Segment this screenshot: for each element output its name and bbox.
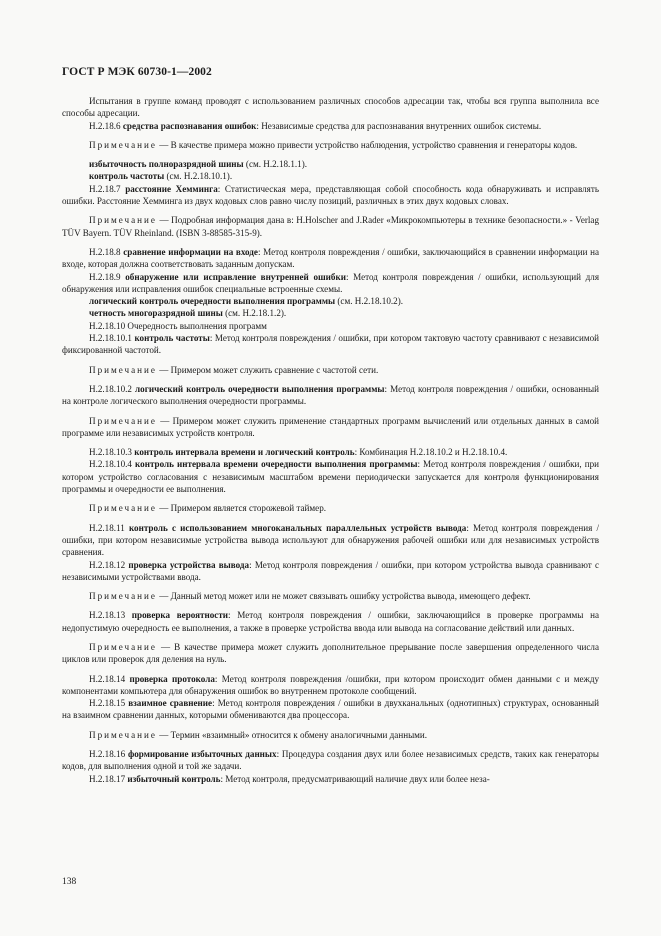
note-paragraph — [62, 641, 599, 666]
clause-number: Н.2.18.10.2 — [89, 383, 136, 394]
term: проверка протокола — [129, 673, 215, 684]
term: сравнение информации на входе — [123, 246, 258, 257]
paragraph-text: : Метод контроля повреждения / ошибки, при котором устройство согласования с независимым масштабом времени периодически запускается для контроля функционирования программы и очередности ее выполнения. — [62, 459, 599, 495]
paragraph — [62, 307, 599, 319]
term: четность многоразрядной шины — [89, 308, 223, 319]
term: контроль частоты — [89, 171, 165, 182]
clause-number: Н.2.18.10.3 — [89, 447, 135, 458]
note-label: Примечание — [89, 503, 157, 514]
term: логический контроль очередности выполнения программы — [89, 296, 336, 307]
note-paragraph — [62, 502, 599, 514]
paragraph-text: : Независимые средства для распознавания внутренних ошибок системы. — [256, 120, 542, 131]
paragraph-text: (см. Н.2.18.1.1). — [243, 159, 307, 170]
clause-number: Н.2.18.15 — [89, 698, 129, 709]
note-label: Примечание — [89, 139, 157, 150]
paragraph — [62, 271, 599, 296]
term: взаимное сравнение — [128, 698, 213, 709]
paragraph-text: Испытания в группе команд проводят с использованием различных способов адресации так, чтобы вся группа выполнила все способы адресации. — [62, 96, 599, 119]
paragraph-text: — Подробная информация дана в: H.Holscher and J.Rader «Микрокомпьютеры в технике безопасности.» - Verlag TÜV Bayern. TÜV Rheinland. (ISBN 3-88585-315-9). — [62, 215, 599, 238]
term: обнаружение или исправление внутренней ошибки — [125, 271, 346, 282]
clause-number: Н.2.18.12 — [89, 559, 129, 570]
paragraph-text: — Примером является сторожевой таймер. — [156, 503, 327, 514]
paragraph — [62, 773, 599, 785]
term: проверка вероятности — [131, 610, 229, 621]
clause-number: Н.2.18.14 — [89, 673, 130, 684]
clause-number: Н.2.18.10.1 — [89, 333, 135, 344]
note-label: Примечание — [89, 729, 157, 740]
term: контроль интервала времени очередности выполнения программы — [135, 459, 418, 470]
note-label: Примечание — [89, 641, 157, 652]
note-paragraph — [62, 415, 599, 440]
clause-number: Н.2.18.11 — [89, 522, 129, 533]
paragraph — [62, 609, 599, 634]
note-label: Примечание — [89, 591, 157, 602]
term: формирование избыточных данных — [127, 749, 277, 760]
paragraph — [62, 697, 599, 722]
term: расстояние Хемминга — [125, 183, 218, 194]
term: избыточность полноразрядной шины — [89, 159, 244, 170]
term: проверка устройства вывода — [128, 559, 250, 570]
clause-number: Н.2.18.13 — [89, 610, 132, 621]
paragraph-text: : Статистическая мера, представляющая собой способность кода обнаруживать и исправлять ошибки. Расстояние Хемминга из двух кодовых слов равно числу позиций, различных в этих двух кодовых словах. — [62, 183, 599, 207]
term: логический контроль очередности выполнения программы — [135, 383, 385, 394]
paragraph — [62, 95, 599, 120]
note-label: Примечание — [89, 364, 157, 375]
term: средства распознавания ошибок — [122, 120, 257, 131]
paragraph-text: — Примером может служить сравнение с частотой сети. — [156, 364, 379, 375]
paragraph-text: — Данный метод может или не может связывать ошибку устройства вывода, имеющего дефект. — [156, 591, 531, 602]
paragraph-text: : Метод контроля повреждения /ошибки, при котором происходит обмен данными с и между компонентами компьютера для обнаружения ошибок во внутреннем протоколе сообщений. — [62, 673, 599, 696]
paragraph — [62, 673, 599, 698]
paragraph — [62, 246, 599, 271]
note-label: Примечание — [89, 215, 157, 226]
note-label: Примечание — [89, 415, 157, 426]
term: избыточный контроль — [127, 773, 221, 784]
paragraph — [62, 170, 599, 182]
paragraph-text: : Метод контроля повреждения / ошибки, при котором независимые устройства вывода используют для обнаружения рабочей ошибки или для независимых устройств сравнения. — [62, 522, 600, 558]
note-paragraph — [62, 729, 599, 741]
paragraph — [62, 383, 599, 408]
paragraph — [62, 522, 599, 559]
paragraph-text: : Метод контроля повреждения / ошибки, заключающийся в проверке программы на недопустимую очередность ее выполнения, а также в проверке устройства ввода или вывода на согласование действий или данных. — [62, 610, 599, 633]
paragraph-text: : Процедура создания двух или более независимых средств, таких как генераторы кодов, для выполнения одной и той же задачи. — [62, 749, 600, 772]
paragraph — [62, 158, 599, 170]
paragraph-text: : Метод контроля повреждения / ошибки, использующий для обнаружения или исправления ошибок специальные встроенные схемы. — [62, 271, 600, 294]
paragraph-text: — Примером может служить применение стандартных программ вычислений или отдельных данных в самой программе или независимых устройств контроля. — [62, 415, 599, 438]
clause-number: Н.2.18.8 — [89, 246, 124, 257]
paragraph-text: : Метод контроля повреждения / ошибки, при котором тактовую частоту сравнивают с независимой фиксированной частотой. — [62, 333, 599, 356]
paragraph-text: (см. Н.2.18.10.2). — [335, 296, 404, 307]
term: контроль интервала времени и логический контроль — [134, 447, 355, 458]
paragraph-text: Н.2.18.10 Очередность выполнения программ — [89, 320, 267, 331]
note-paragraph — [62, 364, 599, 376]
paragraph — [62, 320, 599, 332]
clause-number: Н.2.18.9 — [89, 271, 126, 282]
paragraph — [62, 559, 599, 584]
document-header: ГОСТ Р МЭК 60730-1—2002 — [62, 66, 212, 78]
paragraph-text: : Метод контроля повреждения / ошибки, заключающийся в сравнении информации на входе, которая должна соответствовать заданным допускам. — [62, 246, 599, 270]
term: контроль с использованием многоканальных параллельных устройств вывода — [128, 522, 467, 533]
paragraph-text: — В качестве примера можно привести устройство наблюдения, устройство сравнения и генераторы кодов. — [156, 139, 578, 150]
clause-number: Н.2.18.16 — [89, 749, 128, 760]
paragraph-text: — В качестве примера может служить дополнительное прерывание после завершения определенного числа циклов или проверок для деления на нуль. — [62, 641, 599, 665]
paragraph — [62, 183, 599, 208]
paragraph — [62, 446, 599, 458]
paragraph — [62, 120, 599, 132]
paragraph-text: : Метод контроля повреждения / ошибки, основанный на контроле логического выполнения очередности программы. — [62, 383, 599, 407]
paragraph-text: : Метод контроля повреждения / ошибки, при котором устройства вывода сравнивают с независимыми устройствами ввода. — [62, 559, 599, 582]
document-body — [62, 95, 599, 785]
paragraph-text: (см. Н.2.18.1.2). — [222, 308, 287, 319]
note-paragraph — [62, 590, 599, 602]
term: контроль частоты — [134, 333, 210, 344]
page-number: 138 — [62, 877, 77, 887]
paragraph — [62, 458, 599, 495]
paragraph-text: : Комбинация Н.2.18.10.2 и Н.2.18.10.4. — [354, 447, 508, 458]
paragraph — [62, 748, 599, 773]
paragraph-text: (см. Н.2.18.10.1). — [164, 171, 233, 182]
paragraph — [62, 332, 599, 357]
clause-number: Н.2.18.17 — [89, 773, 128, 784]
paragraph — [62, 295, 599, 307]
note-paragraph — [62, 214, 599, 239]
paragraph-text: : Метод контроля повреждения / ошибки в двухканальных (однотипных) структурах, основанный на взаимном сравнении данных, которыми обмениваются два процессора. — [62, 698, 599, 721]
paragraph-text: : Метод контроля, предусматривающий наличие двух или более неза- — [220, 773, 490, 784]
clause-number: Н.2.18.10.4 — [89, 459, 136, 470]
paragraph-text: — Термин «взаимный» относится к обмену аналогичными данными. — [156, 729, 428, 740]
note-paragraph — [62, 139, 599, 151]
clause-number: Н.2.18.6 — [89, 120, 123, 131]
clause-number: Н.2.18.7 — [89, 183, 126, 194]
